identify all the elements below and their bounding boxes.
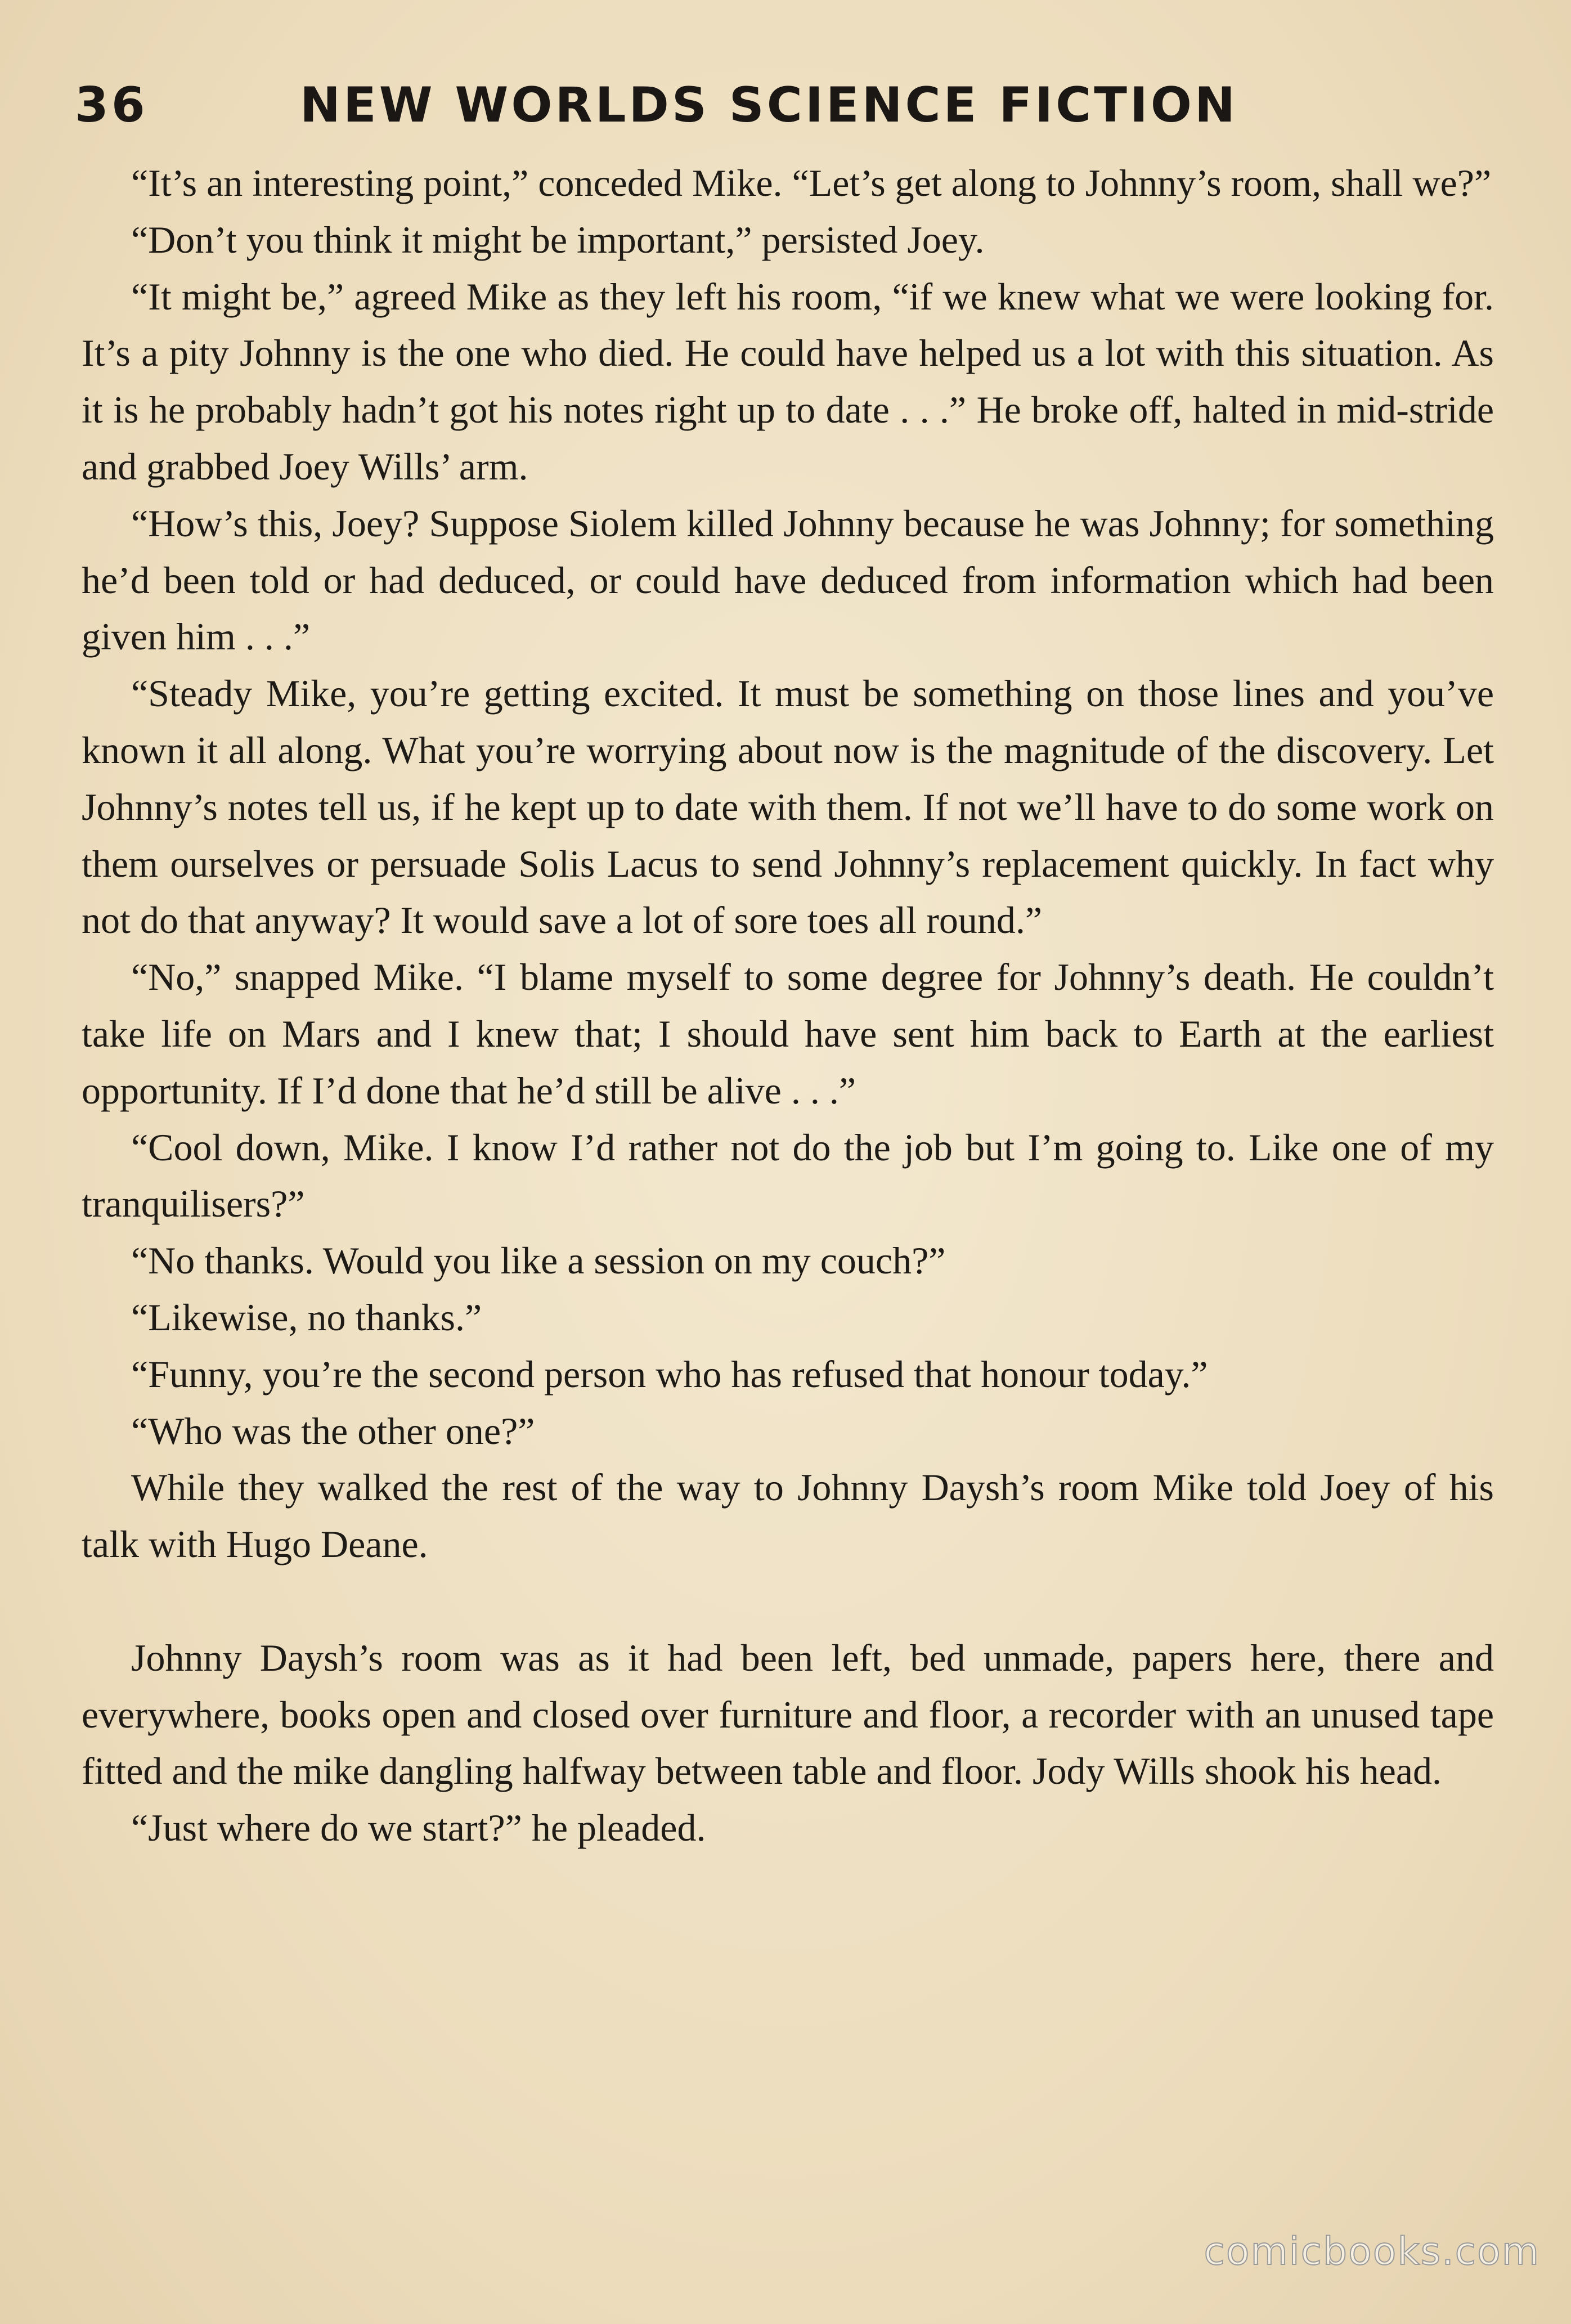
- paragraph: “No thanks. Would you like a session on my couch?”: [131, 1239, 946, 1282]
- paragraph: “Who was the other one?”: [131, 1409, 535, 1452]
- paragraph: “Don’t you think it might be important,” persisted Joey.: [131, 218, 985, 261]
- paragraph: “It’s an interesting point,” conceded Mike. “Let’s get along to Johnny’s room, shall we?”: [131, 161, 1492, 204]
- paragraph: “How’s this, Joey? Suppose Siolem killed Johnny because he was Johnny; for something he’d been told or had deduced, or could have deduced from information which had been given him . . .”: [82, 501, 1494, 658]
- body-text: [82, 155, 1494, 1856]
- paragraph: “Cool down, Mike. I know I’d rather not do the job but I’m going to. Like one of my tranquilisers?”: [82, 1125, 1494, 1226]
- paragraph: “Just where do we start?” he pleaded.: [131, 1806, 706, 1850]
- paragraph: “Funny, you’re the second person who has refused that honour today.”: [131, 1352, 1208, 1396]
- watermark: comicbooks.com: [1204, 2229, 1540, 2274]
- paragraph: “Likewise, no thanks.”: [131, 1295, 482, 1339]
- paragraph: Johnny Daysh’s room was as it had been left, bed unmade, papers here, there and everywhere, books open and closed over furniture and floor, a recorder with an unused tape fitted and the mike dangling halfway between table and floor. Jody Wills shook his head.: [82, 1636, 1494, 1793]
- paragraph: “No,” snapped Mike. “I blame myself to some degree for Johnny’s death. He couldn’t take life on Mars and I knew that; I should have sent him back to Earth at the earliest opportunity. If I’d done that he’d still be alive . . .”: [82, 955, 1494, 1112]
- paragraph: “It might be,” agreed Mike as they left his room, “if we knew what we were looking for. It’s a pity Johnny is the one who died. He could have helped us a lot with this situation. As it is he probably hadn’t got his notes right up to date . . .” He broke off, halted in mid-stride and grabbed Joey Wills’ arm.: [82, 275, 1494, 488]
- running-title: NEW WORLDS SCIENCE FICTION: [300, 77, 1238, 133]
- page-header: [75, 74, 1498, 136]
- paragraph: While they walked the rest of the way to Johnny Daysh’s room Mike told Joey of his talk with Hugo Deane.: [82, 1466, 1494, 1566]
- paragraph: “Steady Mike, you’re getting excited. It must be something on those lines and you’ve known it all along. What you’re worrying about now is the magnitude of the discovery. Let Johnny’s notes tell us, if he kept up to date with them. If not we’ll have to do some work on them ourselves or persuade Solis Lacus to send Johnny’s replacement quickly. In fact why not do that anyway? It would save a lot of sore toes all round.”: [82, 672, 1494, 942]
- page-number: 36: [75, 77, 148, 133]
